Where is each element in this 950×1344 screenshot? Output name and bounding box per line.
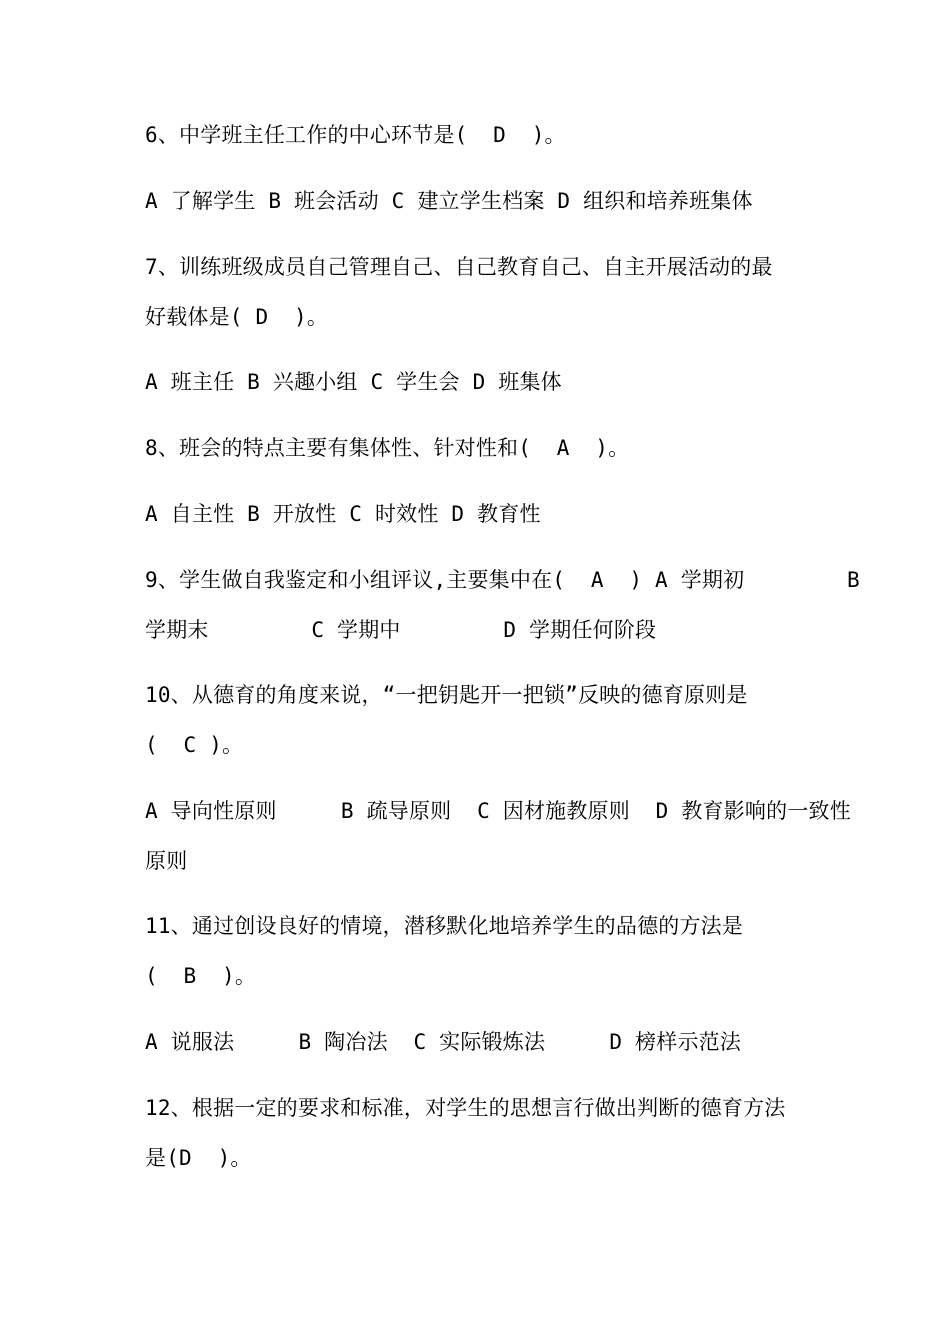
question-9-line-2: 学期末 C 学期中 D 学期任何阶段 (145, 618, 657, 642)
question-10-options-line-1: A 导向性原则 B 疏导原则 C 因材施教原则 D 教育影响的一致性 (145, 799, 851, 823)
question-8: 8、班会的特点主要有集体性、针对性和( A )。 (145, 436, 630, 460)
question-6: 6、中学班主任工作的中心环节是( D )。 (145, 123, 566, 147)
question-12-line-1: 12、根据一定的要求和标准，对学生的思想言行做出判断的德育方法 (145, 1096, 786, 1120)
question-7-options: A 班主任 B 兴趣小组 C 学生会 D 班集体 (145, 370, 562, 394)
question-11-options: A 说服法 B 陶冶法 C 实际锻炼法 D 榜样示范法 (145, 1030, 742, 1054)
question-9-line-1: 9、学生做自我鉴定和小组评议,主要集中在( A ) A 学期初 B (145, 568, 860, 592)
question-7-line-1: 7、训练班级成员自己管理自己、自己教育自己、自主开展活动的最 (145, 255, 773, 279)
question-10-line-2: ( C )。 (145, 733, 244, 757)
question-11-line-2: ( B )。 (145, 964, 257, 988)
question-12-line-2: 是(D )。 (145, 1146, 252, 1170)
question-7-line-2: 好载体是( D )。 (145, 305, 329, 329)
question-6-options: A 了解学生 B 班会活动 C 建立学生档案 D 组织和培养班集体 (145, 189, 753, 213)
question-10-options-line-2: 原则 (145, 849, 188, 873)
question-8-options: A 自主性 B 开放性 C 时效性 D 教育性 (145, 502, 541, 526)
question-10-line-1: 10、从德育的角度来说，“一把钥匙开一把锁”反映的德育原则是 (145, 683, 748, 707)
question-11-line-1: 11、通过创设良好的情境，潜移默化地培养学生的品德的方法是 (145, 914, 744, 938)
